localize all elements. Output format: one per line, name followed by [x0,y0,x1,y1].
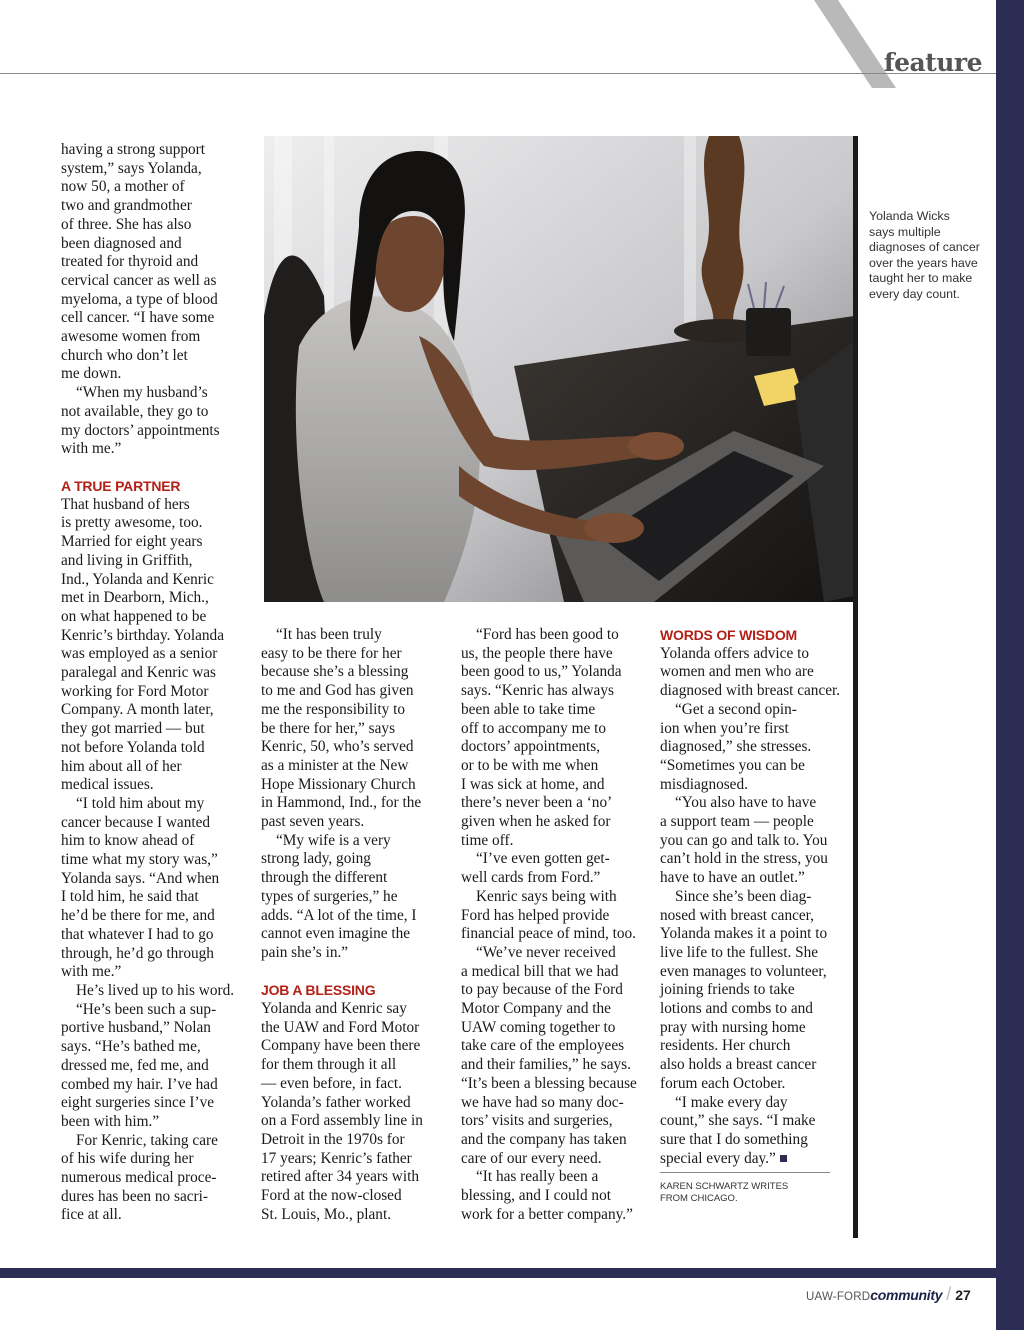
header-rule [0,73,996,74]
text-line: sure that I do something [660,1130,808,1148]
text-line: work for a better company.” [461,1205,633,1223]
paragraph-strong-lady [261,832,423,963]
text-line: is pretty awesome, too. [61,514,203,532]
text-line: “Get a second opin- [675,700,797,718]
text-line: Kenric’s birthday. Yolanda [61,626,224,644]
text-line: eight surgeries since I’ve [61,1094,215,1112]
column-1-top [61,141,220,459]
author-byline [660,1181,788,1205]
text-line: dures has been no sacri- [61,1187,208,1205]
text-line: special every day.” [660,1150,840,1169]
text-line: numerous medical proce- [61,1169,217,1187]
text-line: there’s never been a ‘no’ [461,794,613,812]
text-line: blessing, and I could not [461,1187,611,1205]
text-line: cannot even imagine the [261,925,411,943]
text-line: financial peace of mind, too. [461,925,636,943]
text-line: as a minister at the New [261,756,409,774]
text-line: well cards from Ford.” [461,869,601,887]
text-line: Hope Missionary Church [261,775,416,793]
paragraph-since-diagnosed [660,888,840,1094]
paragraph-supportive [61,1001,234,1132]
text-line: Yolanda offers advice to [660,644,809,662]
paragraph-peace-of-mind [461,888,637,944]
text-line: and their families,” he says. [461,1056,631,1074]
text-line: forum each October. [660,1074,786,1092]
text-line: the UAW and Ford Motor [261,1018,420,1036]
text-line: pray with nursing home [660,1018,806,1036]
folio-divider: / [946,1284,952,1304]
text-line: because she’s a blessing [261,663,409,681]
text-line: That husband of hers [61,495,190,513]
section-label: feature [883,48,982,77]
paragraph-every-day [660,1094,840,1169]
text-line: take care of the employees [461,1037,625,1055]
paragraph-ford-good [461,626,637,850]
text-line: For Kenric, taking care [76,1131,218,1149]
text-line: through the different [261,869,388,887]
text-line: given when he asked for [461,813,611,831]
text-line: “You also have to have [675,794,817,812]
text-line: diagnosed,” she stresses. [660,738,812,756]
paragraph-told-him [61,795,234,982]
text-line: diagnosed with breast cancer. [660,682,841,700]
text-line: pain she’s in.” [261,943,349,961]
page-folio [806,1284,971,1305]
photo-side-rule [853,136,858,1238]
paragraph-better-company [461,1168,637,1224]
text-line: met in Dearborn, Mich., [61,589,209,607]
text-line: me the responsibility to [261,700,406,718]
text-line: ion when you’re first [660,719,789,737]
text-line: been good to us,” Yolanda [461,663,622,681]
text-line: nosed with breast cancer, [660,906,814,924]
photo-caption [869,209,980,302]
paragraph-support-team [660,794,840,888]
text-line: Motor Company and the [461,1000,611,1018]
text-line: I was sick at home, and [461,775,605,793]
text-line: “It has been truly [276,626,382,643]
text-line: not available, they go to [61,402,209,420]
text-line: my doctors’ appointments [61,421,220,439]
text-line: also holds a breast cancer [660,1056,817,1074]
text-line: with me.” [61,440,122,458]
text-line: over the years have [869,255,978,270]
text-line: UAW coming together to [461,1018,616,1036]
text-line: and living in Griffith, [61,551,193,569]
text-line: fice at all. [61,1206,122,1224]
page-number: 27 [955,1287,971,1303]
text-line: awesome women from [61,328,201,346]
text-line: for them through it all [261,1056,397,1074]
text-line: “We’ve never received [476,943,616,961]
text-line: Since she’s been diag- [675,887,812,905]
text-line: cervical cancer as well as [61,271,217,289]
text-line: a medical bill that we had [461,962,619,980]
publication-name: community [870,1287,943,1303]
text-line: “Sometimes you can be [660,756,805,774]
text-line: doctors’ appointments, [461,738,601,756]
text-line: combed my hair. I’ve had [61,1075,218,1093]
text-line: been able to take time [461,700,596,718]
text-line: “It’s been a blessing because [461,1074,637,1092]
end-mark-icon [780,1155,787,1162]
text-line: St. Louis, Mo., plant. [261,1205,392,1223]
text-line: working for Ford Motor [61,682,209,700]
paragraph-lived-up [61,982,234,1001]
text-line: church who don’t let [61,346,188,364]
right-edge-band [996,0,1024,1330]
text-line: they got married — but [61,720,205,738]
text-line: misdiagnosed. [660,775,748,793]
paragraph-kenric-care [61,1132,234,1226]
text-line: medical issues. [61,776,154,794]
text-line: “I’ve even gotten get- [476,850,610,868]
paragraph-advice [660,645,840,701]
text-line: I told him, he said that [61,888,199,906]
text-line: myeloma, a type of blood [61,290,218,308]
text-line: easy to be there for her [261,644,402,662]
text-line: in Hammond, Ind., for the [261,794,422,812]
text-line: every day count. [869,286,960,301]
paragraph-job-blessing [261,1000,423,1224]
text-line: women and men who are [660,663,814,681]
text-line: Detroit in the 1970s for [261,1130,405,1148]
text-line: through, he’d go through [61,944,214,962]
spacer [261,963,423,982]
text-line: Kenric, 50, who’s served [261,738,414,756]
text-line: Yolanda’s father worked [261,1093,411,1111]
text-line: adds. “A lot of the time, I [261,906,417,924]
text-line: “Ford has been good to [476,626,619,643]
text-line: — even before, in fact. [261,1074,403,1092]
text-line: Ind., Yolanda and Kenric [61,570,214,588]
text-line: been diagnosed and [61,234,182,252]
text-line: us, the people there have [461,644,613,662]
text-line: time off. [461,831,514,849]
text-line: on a Ford assembly line in [261,1112,423,1130]
text-line: says multiple [869,224,941,239]
text-line: live life to the fullest. She [660,943,819,961]
photo-yolanda-at-laptop [264,136,854,602]
paragraph-partner [61,496,234,795]
text-line: types of surgeries,” he [261,887,398,905]
column-4 [660,626,840,1168]
subhead-job-blessing: JOB A BLESSING [261,982,376,999]
text-line: been with him.” [61,1112,160,1130]
text-line: system,” says Yolanda, [61,159,202,177]
text-line: even manages to volunteer, [660,962,827,980]
text-line: care of our every need. [461,1149,602,1167]
text-line: to me and God has given [261,682,414,700]
text-line: on what happened to be [61,607,207,625]
text-line: residents. Her church [660,1037,791,1055]
text-line: dressed me, fed me, and [61,1056,209,1074]
text-line: and the company has taken [461,1130,627,1148]
text-line: a support team — people [660,813,814,831]
text-line: have to have an outlet.” [660,869,805,887]
text-line: we have had so many doc- [461,1093,624,1111]
text-line: joining friends to take [660,981,795,999]
paragraph-get-well [461,850,637,887]
text-line: not before Yolanda told [61,738,205,756]
text-line: be there for her,” says [261,719,396,737]
text-line: diagnoses of cancer [869,240,980,254]
text-line: now 50, a mother of [61,178,185,196]
subhead-words-of-wisdom: WORDS OF WISDOM [660,627,797,643]
text-line: Yolanda Wicks [869,209,950,223]
text-line: lotions and combs to and [660,1000,813,1018]
text-line: was employed as a senior [61,645,218,663]
text-line: Yolanda makes it a point to [660,925,828,943]
text-line: of his wife during her [61,1150,194,1168]
text-line: retired after 34 years with [261,1168,419,1186]
text-line: him about all of her [61,757,182,775]
text-line: you can go and talk to. You [660,831,828,849]
text-line: with me.” [61,963,122,981]
text-line: that whatever I had to go [61,925,214,943]
paragraph-support [61,141,220,384]
text-line: Yolanda says. “And when [61,869,220,887]
text-line: to pay because of the Ford [461,981,623,999]
text-line: time what my story was,” [61,851,218,869]
text-line: “I make every day [675,1093,788,1111]
text-line: past seven years. [261,813,365,831]
text-line: taught her to make [869,271,973,285]
publication-prefix: UAW-FORD [806,1291,871,1303]
text-line: says. “He’s bathed me, [61,1038,201,1056]
text-line: Company. A month later, [61,701,214,719]
text-line: 17 years; Kenric’s father [261,1149,412,1167]
paragraph-second-opinion [660,701,840,795]
paragraph-medical-bill [461,944,637,1168]
text-line: Yolanda and Kenric say [261,1000,407,1018]
text-line: paralegal and Kenric was [61,664,217,682]
text-line: says. “Kenric has always [461,682,614,700]
text-line: KAREN SCHWARTZ WRITES [660,1181,789,1192]
text-line: cancer because I wanted [61,813,211,831]
text-line: count,” she says. “I make [660,1112,816,1130]
text-line: tors’ visits and surgeries, [461,1112,613,1130]
text-line: two and grandmother [61,197,192,215]
text-line: strong lady, going [261,850,371,868]
text-line: of three. She has also [61,215,192,233]
text-line: portive husband,” Nolan [61,1019,211,1037]
text-line: “It has really been a [476,1168,599,1186]
text-line: Married for eight years [61,533,203,551]
subhead-true-partner: A TRUE PARTNER [61,478,181,494]
text-line: Ford has helped provide [461,906,610,924]
text-line: “My wife is a very [276,831,391,849]
text-line: He’s lived up to his word. [76,981,235,999]
text-line: he’d be there for me, and [61,907,215,925]
text-line: or to be with me when [461,756,599,774]
text-line: FROM CHICAGO. [660,1193,738,1204]
bottom-band [0,1268,1024,1278]
text-line: Kenric says being with [476,887,617,905]
text-line: off to accompany me to [461,719,606,737]
text-line: me down. [61,365,122,383]
paragraph-truly-easy [261,626,423,832]
text-line: Company have been there [261,1037,421,1055]
column-3 [461,626,637,1225]
text-line: cell cancer. “I have some [61,309,215,327]
text-line: Ford at the now-closed [261,1187,402,1205]
paragraph-husband-available [61,384,220,459]
text-line: “He’s been such a sup- [76,1000,217,1018]
column-1-lower [61,477,234,1225]
text-line: having a strong support [61,141,206,158]
text-line: “When my husband’s [76,384,208,402]
text-line: “I told him about my [76,794,205,812]
column-2 [261,626,423,1224]
byline-rule [660,1172,830,1173]
text-line: treated for thyroid and [61,253,199,271]
text-line: can’t hold in the stress, you [660,850,828,868]
text-line: him to know ahead of [61,832,195,850]
